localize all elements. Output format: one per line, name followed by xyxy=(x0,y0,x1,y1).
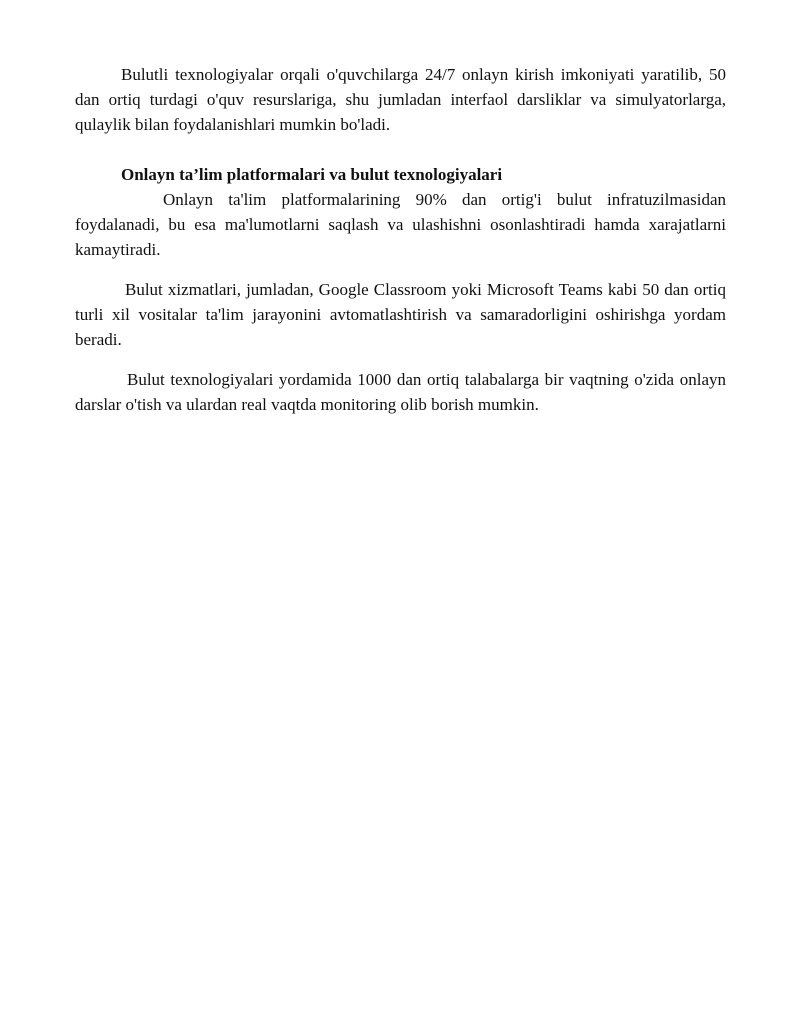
section-heading: Onlayn ta’lim platformalari va bulut texnologiyalari xyxy=(121,165,503,184)
document-page xyxy=(75,62,726,417)
paragraph-cloud-access: Bulutli texnologiyalar orqali o'quvchilarga 24/7 onlayn kirish imkoniyati yaratilib, 50 dan ortiq turdagi o'quv resurslariga, shu jumladan interfaol darsliklar va simulyatorlarga, qulaylik bilan foydalanishlari mumkin bo'ladi. xyxy=(75,65,726,134)
paragraph-online-lessons: Bulut texnologiyalari yordamida 1000 dan ortiq talabalarga bir vaqtning o'zida onlayn darslar o'tish va ulardan real vaqtda monitoring olib borish mumkin. xyxy=(75,370,726,414)
paragraph-cloud-services: Bulut xizmatlari, jumladan, Google Classroom yoki Microsoft Teams kabi 50 dan ortiq turli xil vositalar ta'lim jarayonini avtomatlashtirish va samaradorligini oshirishga yordam beradi. xyxy=(75,280,726,349)
paragraph-platforms: Onlayn ta'lim platformalarining 90% dan ortig'i bulut infratuzilmasidan foydalanadi, bu esa ma'lumotlarni saqlash va ulashishni osonlashtiradi hamda xarajatlarni kamaytiradi. xyxy=(75,190,726,259)
